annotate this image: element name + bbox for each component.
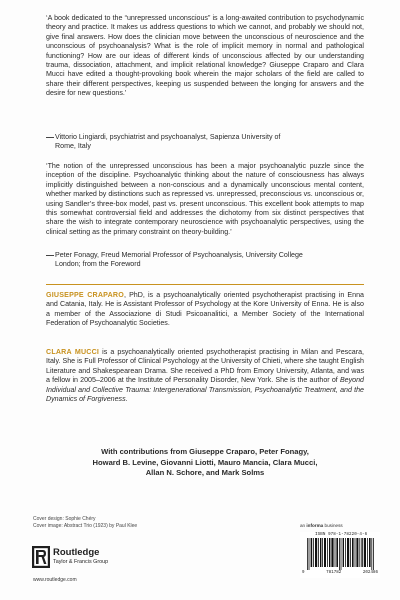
routledge-logo-icon (32, 546, 50, 568)
publisher-name: Routledge (53, 547, 100, 558)
attribution-dash (46, 137, 54, 138)
attribution-lingiardi-line2: Rome, Italy (55, 142, 91, 151)
attribution-dash (46, 255, 54, 256)
barcode-digit-group1: 781782 (326, 571, 342, 575)
bio-craparo-text: , PhD, is a psychoanalytically oriented psychotherapist practising in Enna and Catania, Italy. He is Assistant Professor of Psychology at the Kore University of Enna. He is also a member of the Associazione di Studi Psicoanalitici, a Member Society of the International Federation of Psychoanalytic Societies. (46, 291, 364, 328)
barcode-digits (302, 571, 378, 575)
informa-tagline (300, 523, 343, 528)
barcode-bars (302, 538, 378, 570)
bio-mucci-book-title: Beyond Individual and Collective Trauma: Intergenerational Transmission, Psychoanalytic Treatment, and the Dynamics of Forgiveness (46, 376, 364, 404)
isbn-barcode (300, 532, 380, 578)
contributions-line1: With contributions from Giuseppe Craparo, Peter Fonagy, (101, 447, 309, 456)
quote-lingiardi-attribution (46, 133, 364, 152)
attribution-fonagy-line1: Peter Fonagy, Freud Memorial Professor of Psychoanalysis, University College (55, 251, 303, 259)
contributions-line3: Allan N. Schore, and Mark Solms (145, 468, 265, 478)
cover-image-credit: Cover image: Abstract Trio (1923) by Paul Klee (33, 523, 138, 529)
publisher-subtitle: Taylor & Francis Group (53, 559, 109, 565)
isbn-text: ISBN 978-1-78220-4-6 (315, 533, 368, 537)
bio-mucci-name: CLARA MUCCI (46, 348, 100, 356)
barcode-digit-lead: 9 (302, 571, 305, 575)
contributions-block (46, 447, 364, 479)
section-divider (46, 284, 364, 285)
informa-bold: informa (306, 523, 324, 528)
attribution-fonagy-line2: London; from the Foreword (55, 260, 141, 269)
bio-mucci-text: is a psychoanalytically oriented psychotherapist practising in Milan and Pescara, Italy. She is Full Professor of Clinical Psychology at the University of Chieti, where she taught English Literature and Shakespearean Drama. She received a PhD from Emory University, Atlanta, and was a fellow in 2005–2006 at the Institute of Personality Disorder, New York. She is the author of (46, 348, 365, 385)
cover-design-credit: Cover design: Sophie Chéry (33, 516, 96, 522)
quote-fonagy-attribution (46, 251, 364, 270)
quote-fonagy-text: ‘The notion of the unrepressed unconscious has been a major psychoanalytic puzzle since the inception of the discipline. Psychoanalytic thinking about the nature of consciousness has always implicitly distinguished between a non-conscious and a dynamically unconscious mental content, whether marked by distinctions such as repressed vs. unrepressed, preconscious vs. unconscious or, using Sandler’s three-box model, past vs. present unconscious. This excellent book attempts to map this somewhat controversial field and addresses the dichotomy from six distinct perspectives that share the wish to integrate contemporary neuroscience with psychoanalytic perspectives, using the clinical setting as the primary constraint on theory-building.’ (46, 162, 364, 236)
barcode-digit-group2: 202486 (362, 571, 378, 575)
routledge-logo (32, 546, 162, 570)
bio-mucci (46, 348, 364, 404)
quote-lingiardi (46, 14, 364, 99)
contributions-line2: Howard B. Levine, Giovanni Liotti, Mauro Mancia, Clara Mucci, (92, 457, 318, 467)
informa-prefix: an (300, 523, 307, 528)
publisher-url[interactable]: www.routledge.com (33, 577, 77, 583)
bio-mucci-end: . (125, 395, 128, 404)
cover-credits (33, 516, 137, 530)
bio-craparo (46, 291, 364, 329)
quote-lingiardi-text: ‘A book dedicated to the “unrepressed unconscious” is a long-awaited contribution to psychodynamic theory and practice. It makes us address questions to which we cannot, and probably we should not, give final answers. How does the clinician move between the unconscious of neuroscience and the unconscious of psychoanalysis? What is the role of implicit memory in normal and pathological functioning? How are our ideas of different kinds of unconscious affected by our understanding trauma, dissociation, attachment, and implicit relational knowledge? Giuseppe Craparo and Clara Mucci have edited a thought-provoking book wherein the major scholars of the field are called to share their different perspectives, keeping us suspended between the longing for answers and the desire for new questions.’ (46, 14, 364, 98)
informa-suffix: business (323, 523, 343, 528)
attribution-lingiardi-line1: Vittorio Lingiardi, psychiatrist and psychoanalyst, Sapienza University of (55, 133, 281, 141)
bio-craparo-name: GIUSEPPE CRAPARO (46, 291, 124, 299)
quote-fonagy (46, 162, 364, 237)
